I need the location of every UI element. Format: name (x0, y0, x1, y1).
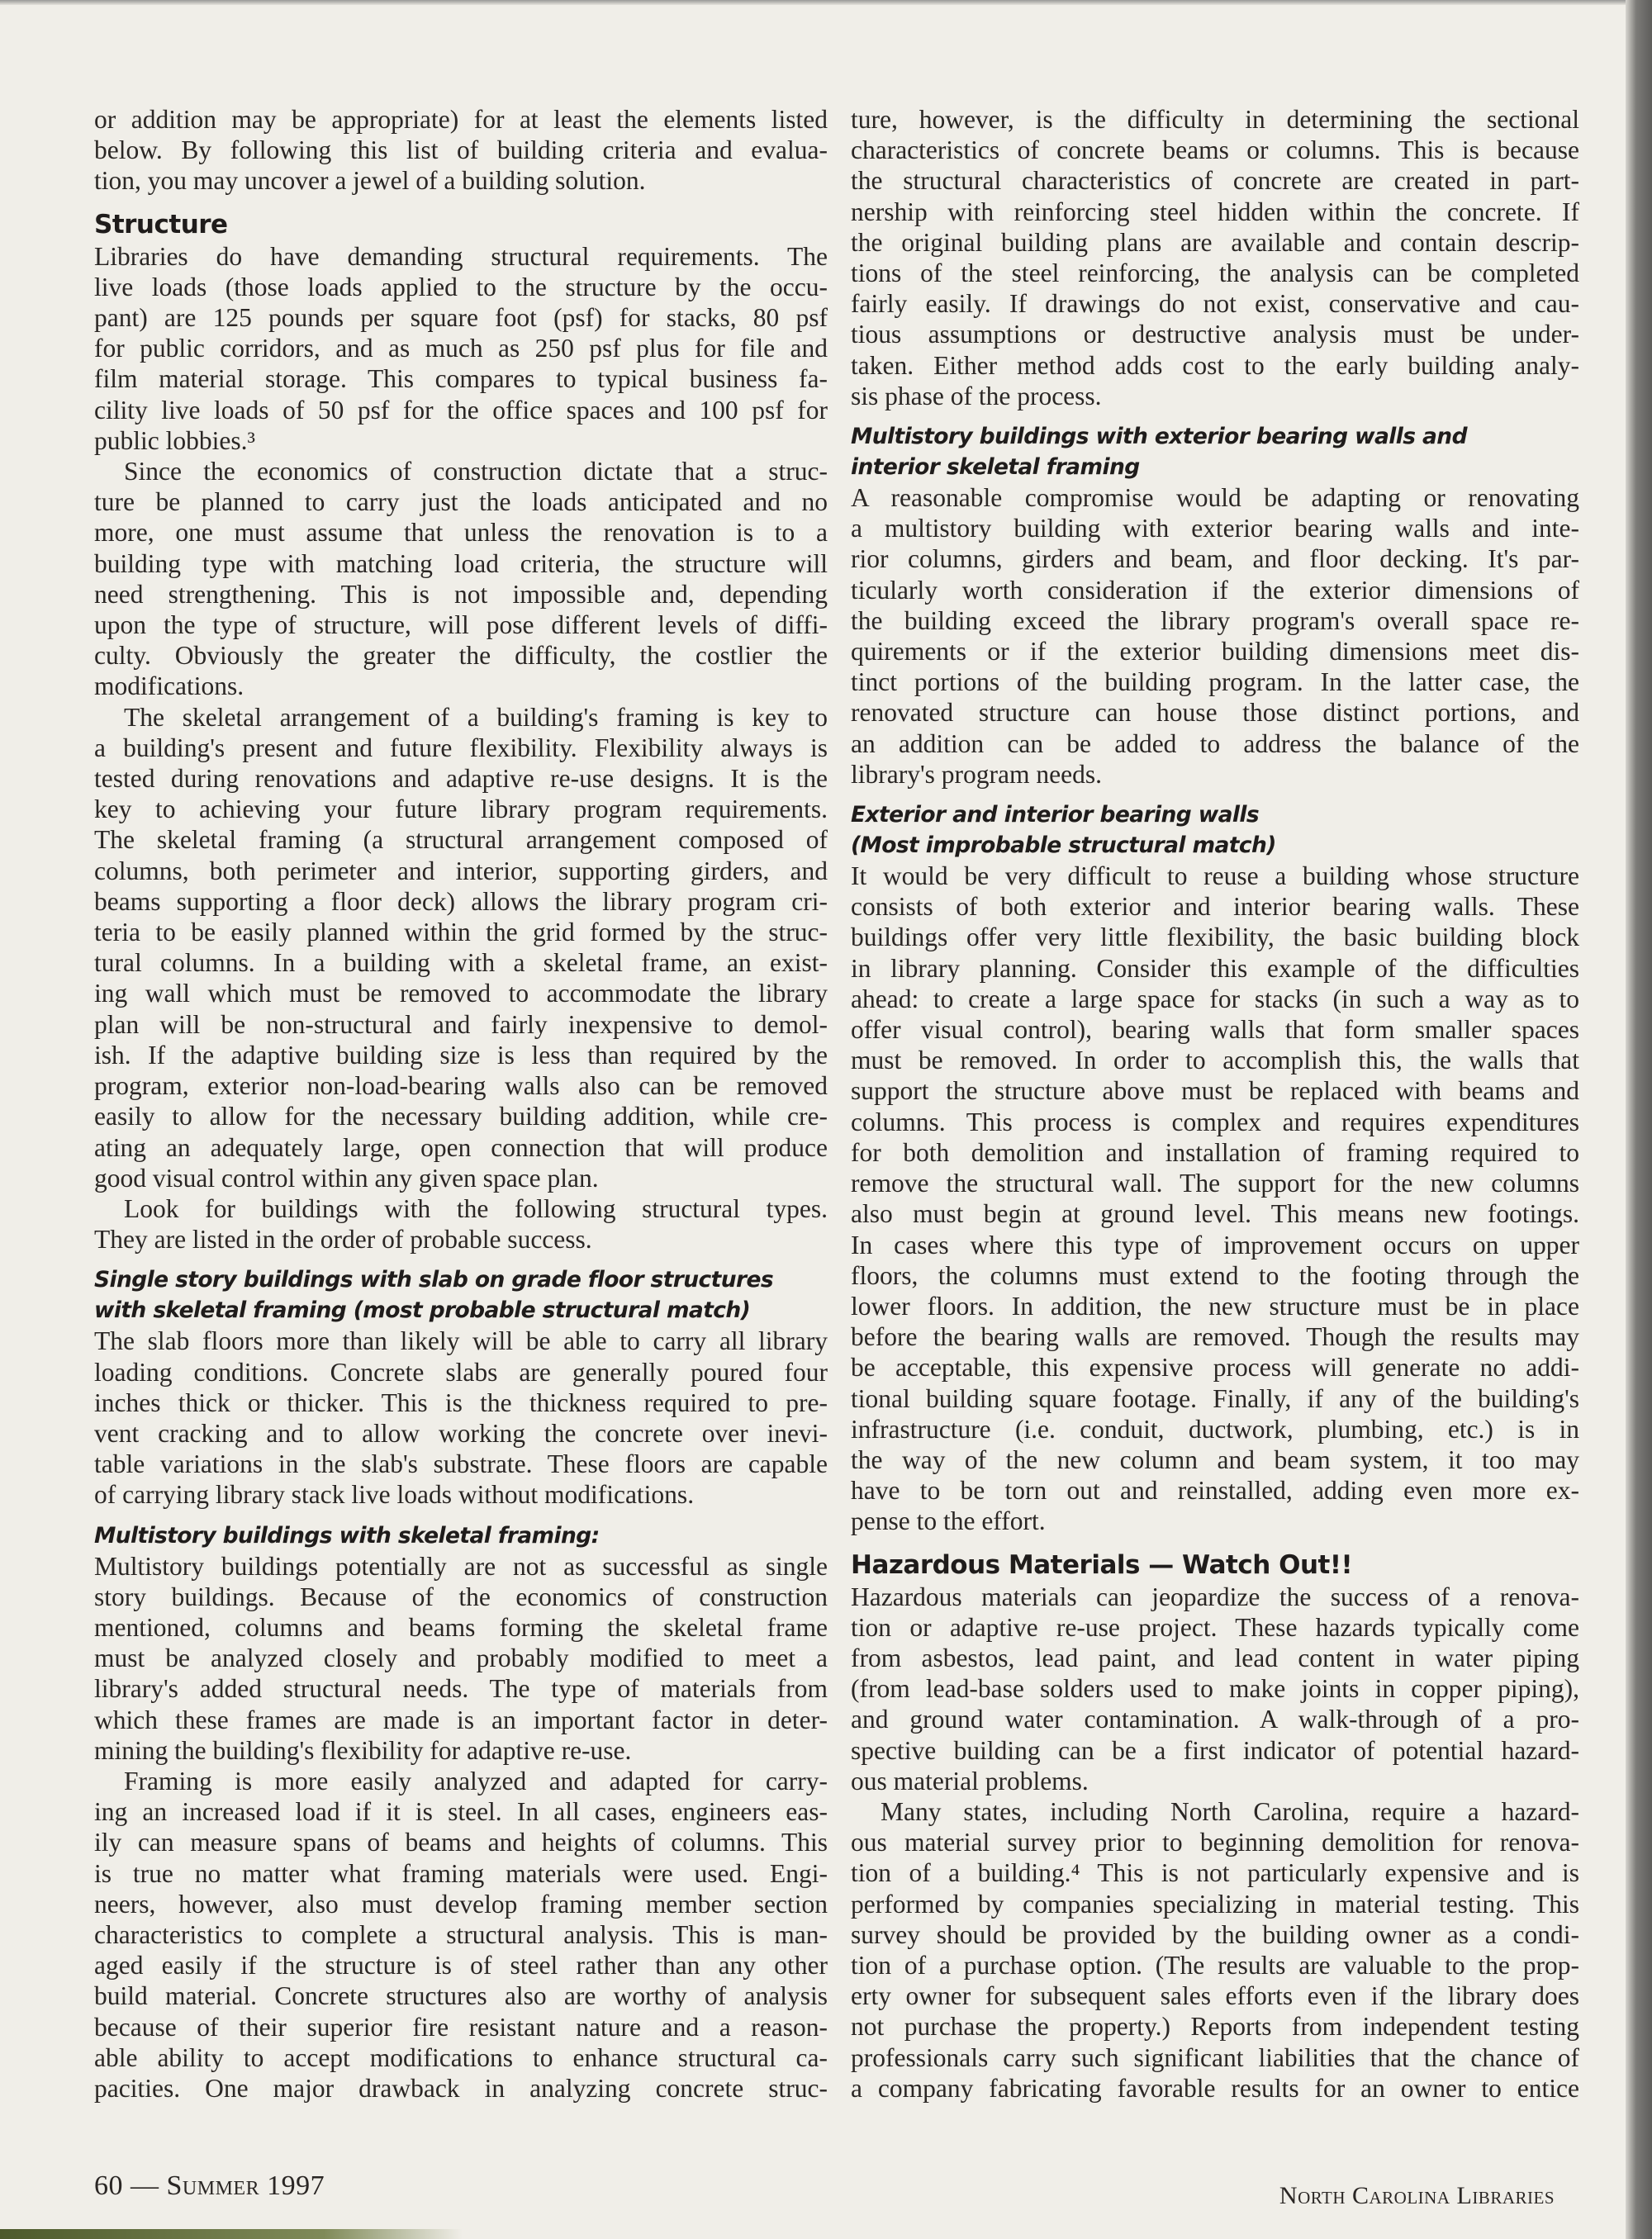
paragraph (851, 861, 1579, 1536)
text-line: must be analyzed closely and probably modified to meet a (94, 1644, 828, 1673)
text-line: tions of the steel reinforcing, the analysis can be completed (851, 259, 1579, 288)
text-line: Framing is more easily analyzed and adapted for carry- (124, 1766, 828, 1795)
text-line: have to be torn out and reinstalled, adding even more ex- (851, 1476, 1579, 1506)
text-line: lower floors. In addition, the new structure must be in place (851, 1291, 1579, 1321)
text-line: public lobbies.³ (94, 425, 255, 455)
text-line: They are listed in the order of probable success. (94, 1225, 592, 1255)
heading-line: Multistory buildings with skeletal framing: (94, 1522, 600, 1549)
text-line: rior columns, girders and beam, and floor decking. It's par- (851, 544, 1579, 574)
text-line: tinct portions of the building program. In the latter case, the (851, 667, 1579, 697)
text-line: or addition may be appropriate) for at least the elements listed (94, 105, 828, 134)
subsection-heading (851, 799, 1579, 861)
text-line: performed by companies specializing in material testing. This (851, 1889, 1579, 1919)
text-line: is true no matter what framing materials were used. Engi- (94, 1858, 828, 1888)
text-line: because of their superior fire resistant nature and a reason- (94, 2012, 828, 2042)
paragraph (94, 456, 828, 702)
text-line: ture, however, is the difficulty in determining the sectional (851, 105, 1579, 134)
text-line: nership with reinforcing steel hidden within the concrete. If (851, 197, 1579, 226)
text-line: spective building can be a first indicator of potential hazard- (851, 1735, 1579, 1765)
text-line: loading conditions. Concrete slabs are generally poured four (94, 1357, 828, 1387)
text-line: the structural characteristics of concrete are created in part- (851, 166, 1579, 196)
text-line: easily to allow for the necessary building addition, while cre- (94, 1102, 828, 1131)
text-line: professionals carry such significant liabilities that the chance of (851, 2042, 1579, 2072)
text-line: library's added structural needs. The type of materials from (94, 1674, 828, 1704)
section-heading (94, 208, 828, 241)
text-line: The skeletal framing (a structural arrangement composed of (94, 825, 828, 855)
text-line: good visual control within any given space plan. (94, 1163, 599, 1193)
heading-line: Multistory buildings with exterior bearing walls and (851, 424, 1467, 450)
text-line: neers, however, also must develop framing member section (94, 1889, 828, 1919)
text-line: tion of a purchase option. (The results are valuable to the prop- (851, 1950, 1579, 1980)
text-line: beams supporting a floor deck) allows the library program cri- (94, 886, 828, 916)
text-line: must be removed. In order to accomplish this, the walls that (851, 1046, 1579, 1075)
text-line: aged easily if the structure is of steel rather than any other (94, 1951, 828, 1980)
text-line: buildings offer very little flexibility, the basic building block (851, 923, 1579, 952)
text-line: from asbestos, lead paint, and lead content in water piping (851, 1643, 1579, 1672)
paragraph (94, 241, 828, 456)
heading-line: with skeletal framing (most probable structural match) (94, 1297, 751, 1324)
scan-bottom-edge (0, 2229, 463, 2239)
text-line: ahead: to create a large space for stacks (in such a way as to (851, 984, 1579, 1013)
paragraph (851, 1582, 1579, 1796)
scan-top-edge (0, 0, 1652, 5)
text-line: tion or adaptive re-use project. These hazards typically come (851, 1612, 1579, 1642)
text-line: key to achieving your future library program requirements. (94, 795, 828, 824)
paragraph (851, 104, 1579, 411)
text-line: building type with matching load criteria, the structure will (94, 548, 828, 578)
text-line: infrastructure (i.e. conduit, ductwork, plumbing, etc.) is in (851, 1414, 1579, 1444)
text-line: Since the economics of construction dictate that a struc- (124, 457, 828, 486)
text-line: before the bearing walls are removed. Though the results may (851, 1322, 1579, 1352)
heading-line: Single story buildings with slab on grade floor structures (94, 1267, 773, 1293)
text-line: characteristics to complete a structural analysis. This is man- (94, 1919, 828, 1949)
text-line: ticularly worth consideration if the exterior dimensions of (851, 575, 1579, 605)
text-line: tested during renovations and adaptive re-use designs. It is the (94, 764, 828, 794)
paragraph (94, 1326, 828, 1510)
text-line: live loads (those loads applied to the structure by the occu- (94, 272, 828, 301)
paragraph (851, 482, 1579, 790)
text-line: film material storage. This compares to typical business fa- (94, 364, 828, 394)
heading-line: Structure (94, 209, 228, 240)
text-line: pense to the effort. (851, 1506, 1046, 1536)
text-line: an addition can be added to address the balance of the (851, 728, 1579, 758)
text-line: program, exterior non-load-bearing walls also can be removed (94, 1071, 828, 1101)
text-line: cility live loads of 50 psf for the office spaces and 100 psf for (94, 395, 828, 425)
text-line: and ground water contamination. A walk-through of a pro- (851, 1705, 1579, 1734)
text-line: quirements or if the exterior building dimensions meet dis- (851, 637, 1579, 666)
text-line: columns, both perimeter and interior, supporting girders, and (94, 856, 828, 885)
subsection-heading (94, 1264, 828, 1326)
text-line: characteristics of concrete beams or columns. This is because (851, 135, 1579, 165)
text-line: plan will be non-structural and fairly inexpensive to demol- (94, 1009, 828, 1039)
text-line: In cases where this type of improvement occurs on upper (851, 1230, 1579, 1259)
text-line: Multistory buildings potentially are not as successful as single (94, 1551, 828, 1581)
text-line: tion of a building.⁴ This is not particularly expensive and is (851, 1858, 1579, 1888)
text-line: a building's present and future flexibility. Flexibility always is (94, 733, 828, 762)
text-line: tious assumptions or destructive analysis must be under- (851, 320, 1579, 349)
text-line: erty owner for subsequent sales efforts even if the library does (851, 1981, 1579, 2011)
text-line: ing an increased load if it is steel. In all cases, engineers eas- (94, 1797, 828, 1827)
scan-right-edge (1626, 0, 1652, 2239)
text-line: ating an adequately large, open connection that will produce (94, 1132, 828, 1162)
text-line: a multistory building with exterior bearing walls and inte- (851, 514, 1579, 543)
text-line: not purchase the property.) Reports from independent testing (851, 2012, 1579, 2042)
text-line: fairly easily. If drawings do not exist, conservative and cau- (851, 289, 1579, 319)
text-line: modifications. (94, 671, 244, 701)
text-line: consists of both exterior and interior bearing walls. These (851, 892, 1579, 922)
footer-page-info: 60 — Summer 1997 (94, 2170, 325, 2201)
text-line: a company fabricating favorable results for an owner to entice (851, 2073, 1579, 2103)
subsection-heading (851, 421, 1579, 482)
text-line: ish. If the adaptive building size is less than required by the (94, 1040, 828, 1070)
paragraph (94, 1551, 828, 1766)
text-line: vent cracking and to allow working the concrete over inevi- (94, 1418, 828, 1448)
right-column (851, 104, 1579, 2104)
text-line: upon the type of structure, will pose different levels of diffi- (94, 610, 828, 640)
text-line: ous material problems. (851, 1766, 1089, 1795)
text-line: taken. Either method adds cost to the early building analy- (851, 350, 1579, 380)
text-line: teria to be easily planned within the grid formed by the struc- (94, 918, 828, 947)
section-heading (851, 1549, 1579, 1582)
footer-publication: North Carolina Libraries (1279, 2182, 1555, 2209)
text-line: for both demolition and installation of framing required to (851, 1137, 1579, 1167)
heading-line: interior skeletal framing (851, 454, 1140, 481)
paragraph (851, 1796, 1579, 2104)
text-line: tural columns. In a building with a skeletal frame, an exist- (94, 948, 828, 978)
text-line: ing wall which must be removed to accommodate the library (94, 979, 828, 1008)
text-line: ous material survey prior to beginning demolition for renova- (851, 1828, 1579, 1857)
text-line: table variations in the slab's substrate. These floors are capable (94, 1449, 828, 1479)
text-line: of carrying library stack live loads without modifications. (94, 1480, 695, 1510)
text-line: build material. Concrete structures also are worthy of analysis (94, 1981, 828, 2011)
text-line: culty. Obviously the greater the difficulty, the costlier the (94, 641, 828, 671)
text-line: be acceptable, this expensive process will generate no addi- (851, 1353, 1579, 1383)
subsection-heading (94, 1520, 828, 1551)
text-line: for public corridors, and as much as 250 psf plus for file and (94, 334, 828, 363)
text-line: more, one must assume that unless the renovation is to a (94, 518, 828, 548)
text-line: inches thick or thicker. This is the thickness required to pre- (94, 1388, 828, 1417)
text-line: sis phase of the process. (851, 381, 1102, 410)
text-line: tional building square footage. Finally, if any of the building's (851, 1383, 1579, 1413)
text-line: survey should be provided by the building owner as a condi- (851, 1919, 1579, 1949)
text-line: Many states, including North Carolina, require a hazard- (881, 1796, 1579, 1826)
text-line: the building exceed the library program's overall space re- (851, 605, 1579, 635)
heading-line: (Most improbable structural match) (851, 833, 1276, 859)
text-line: Hazardous materials can jeopardize the success of a renova- (851, 1582, 1579, 1611)
text-line: mining the building's flexibility for adaptive re-use. (94, 1735, 632, 1765)
text-line: Look for buildings with the following structural types. (124, 1193, 828, 1223)
heading-line: Exterior and interior bearing walls (851, 802, 1260, 828)
heading-line: Hazardous Materials — Watch Out!! (851, 1549, 1353, 1580)
text-line: ily can measure spans of beams and heights of columns. This (94, 1828, 828, 1857)
text-line: remove the structural wall. The support for the new columns (851, 1169, 1579, 1198)
text-line: pant) are 125 pounds per square foot (psf) for stacks, 80 psf (94, 303, 828, 333)
paragraph (94, 1193, 828, 1255)
text-line: the original building plans are available and contain descrip- (851, 227, 1579, 257)
text-line: which these frames are made is an important factor in deter- (94, 1705, 828, 1734)
text-line: The slab floors more than likely will be able to carry all library (94, 1326, 828, 1356)
text-line: renovated structure can house those distinct portions, and (851, 698, 1579, 728)
text-line: able ability to accept modifications to enhance structural ca- (94, 2042, 828, 2072)
text-line: pacities. One major drawback in analyzing concrete struc- (94, 2073, 828, 2103)
text-line: library's program needs. (851, 759, 1102, 789)
text-line: story buildings. Because of the economics of construction (94, 1582, 828, 1611)
text-line: (from lead-base solders used to make joints in copper piping), (851, 1674, 1579, 1704)
text-line: mentioned, columns and beams forming the skeletal frame (94, 1612, 828, 1642)
paragraph (94, 104, 828, 197)
text-line: in library planning. Consider this example of the difficulties (851, 953, 1579, 983)
text-line: also must begin at ground level. This means new footings. (851, 1199, 1579, 1229)
text-line: support the structure above must be replaced with beams and (851, 1076, 1579, 1106)
text-line: It would be very difficult to reuse a building whose structure (851, 861, 1579, 891)
text-line: The skeletal arrangement of a building's framing is key to (124, 702, 828, 732)
text-line: tion, you may uncover a jewel of a building solution. (94, 166, 646, 196)
left-column (94, 104, 828, 2104)
paragraph (94, 702, 828, 1193)
text-line: Libraries do have demanding structural requirements. The (94, 241, 828, 271)
text-line: A reasonable compromise would be adapting or renovating (851, 483, 1579, 513)
text-line: ture be planned to carry just the loads anticipated and no (94, 487, 828, 517)
text-line: floors, the columns must extend to the footing through the (851, 1260, 1579, 1290)
paragraph (94, 1766, 828, 2104)
text-line: below. By following this list of building criteria and evalua- (94, 135, 828, 165)
text-line: need strengthening. This is not impossible and, depending (94, 579, 828, 609)
text-line: columns. This process is complex and requires expenditures (851, 1107, 1579, 1136)
text-line: offer visual control), bearing walls that form smaller spaces (851, 1015, 1579, 1045)
text-line: the way of the new column and beam system, it too may (851, 1444, 1579, 1474)
